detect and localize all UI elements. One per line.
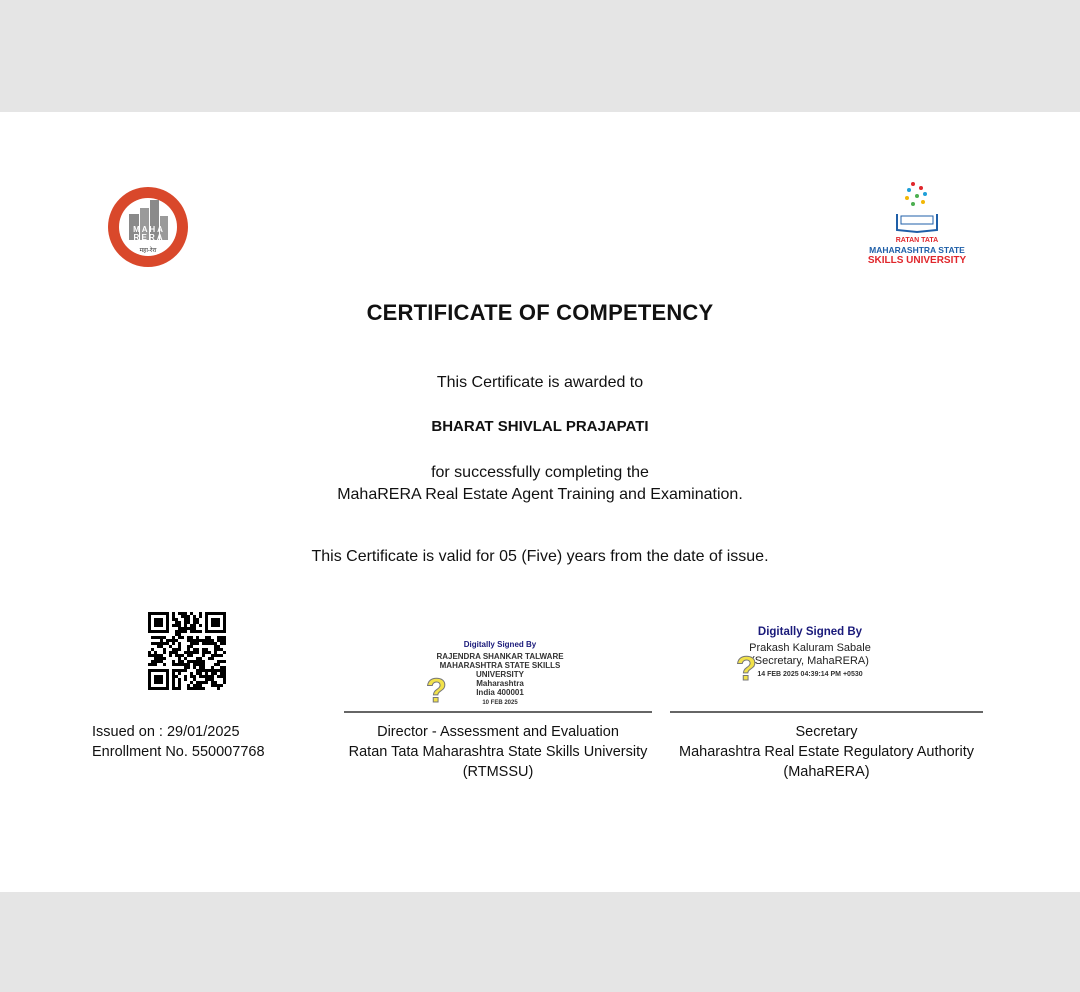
svg-text:R E R A: R E R A [133,233,163,242]
enrollment-number: Enrollment No. 550007768 [92,744,265,760]
signature-date: 10 FEB 2025 [482,700,518,706]
maharera-logo [107,186,189,268]
completion-line-2: MahaRERA Real Estate Agent Training and Examination. [337,486,743,503]
validity-text: This Certificate is valid for 05 (Five) years from the date of issue. [311,548,769,565]
signatory-1-abbr: (RTMSSU) [462,764,534,780]
signature-line-2 [670,711,983,713]
signer-location: India 400001 [476,688,524,697]
completion-line-1: for successfully completing the [431,464,649,481]
unverified-signature-icon: ? [426,672,447,710]
svg-text:महा-रेरा: महा-रेरा [139,248,157,254]
issue-info [92,722,265,762]
signature-line-1 [344,711,652,713]
signatory-1 [344,722,652,782]
svg-text:M A H A: M A H A [133,225,163,234]
signatory-2-abbr: (MahaRERA) [783,764,870,780]
signature-date: 14 FEB 2025 04:39:14 PM +0530 [757,671,863,678]
rtmssu-logo: RATAN TATA MAHARASHTRA STATE SKILLS UNIVERSITY [858,180,976,266]
signed-by-heading: Digitally Signed By [757,626,863,638]
signer-state: Maharashtra [476,679,524,688]
signer-name: RAJENDRA SHANKAR TALWARE [436,652,564,661]
unverified-signature-icon: ? [736,650,757,688]
signatory-2-role: Secretary [795,724,858,740]
recipient-name: BHARAT SHIVLAL PRAJAPATI [431,418,649,435]
signer-name: Prakash Kaluram Sabale [749,642,871,654]
qr-code [148,612,226,690]
issued-on: Issued on : 29/01/2025 [92,724,240,740]
certificate-page [0,112,1080,892]
signatory-2 [670,722,983,782]
signatory-1-role: Director - Assessment and Evaluation [377,724,619,740]
certificate-title: CERTIFICATE OF COMPETENCY [366,300,714,325]
awarded-to-text: This Certificate is awarded to [436,374,644,391]
signer-title: (Secretary, MahaRERA) [751,655,869,667]
signer-org: MAHARASHTRA STATE SKILLS [439,661,561,670]
signer-org-2: UNIVERSITY [475,670,524,679]
signed-by-heading: Digitally Signed By [463,640,537,649]
signatory-2-org: Maharashtra Real Estate Regulatory Authority [679,744,974,760]
signatory-1-org: Ratan Tata Maharashtra State Skills University [348,744,648,760]
